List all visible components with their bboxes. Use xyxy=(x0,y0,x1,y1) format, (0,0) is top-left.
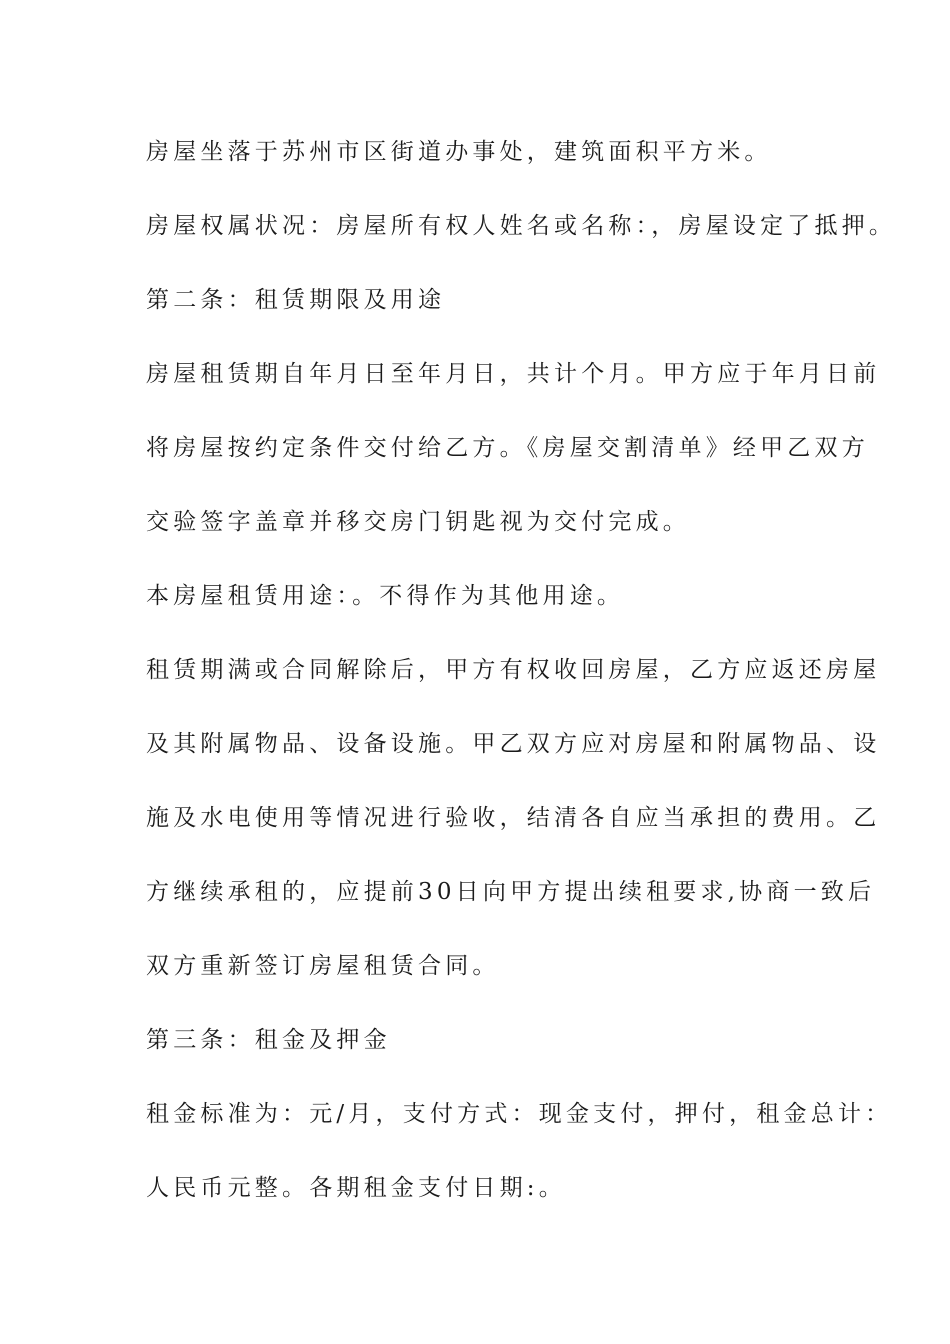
paragraph-line: 房屋租赁期自年月日至年月日，共计个月。甲方应于年月日前 xyxy=(146,361,881,387)
paragraph-line: 方继续承租的，应提前30日向甲方提出续租要求,协商一致后 xyxy=(146,879,876,905)
paragraph-line: 房屋坐落于苏州市区街道办事处，建筑面积平方米。 xyxy=(146,139,772,165)
paragraph-line: 施及水电使用等情况进行验收，结清各自应当承担的费用。乙 xyxy=(146,805,881,831)
paragraph-line: 交验签字盖章并移交房门钥匙视为交付完成。 xyxy=(146,509,690,535)
paragraph-line: 房屋权属状况：房屋所有权人姓名或名称：，房屋设定了抵押。 xyxy=(146,213,897,239)
paragraph-line: 人民币元整。各期租金支付日期:。 xyxy=(146,1175,566,1201)
paragraph-line: 本房屋租赁用途：。不得作为其他用途。 xyxy=(146,583,625,609)
paragraph-line: 双方重新签订房屋租赁合同。 xyxy=(146,953,500,979)
paragraph-line: 将房屋按约定条件交付给乙方。《房屋交割清单》经甲乙双方 xyxy=(146,435,869,461)
paragraph-line: 及其附属物品、设备设施。甲乙双方应对房屋和附属物品、设 xyxy=(146,731,881,757)
paragraph-line: 租赁期满或合同解除后，甲方有权收回房屋，乙方应返还房屋 xyxy=(146,657,881,683)
paragraph-line: 租金标准为：元/月，支付方式：现金支付，押付，租金总计： xyxy=(146,1101,893,1127)
section-heading: 第三条：租金及押金 xyxy=(146,1027,391,1053)
section-heading: 第二条：租赁期限及用途 xyxy=(146,287,446,313)
